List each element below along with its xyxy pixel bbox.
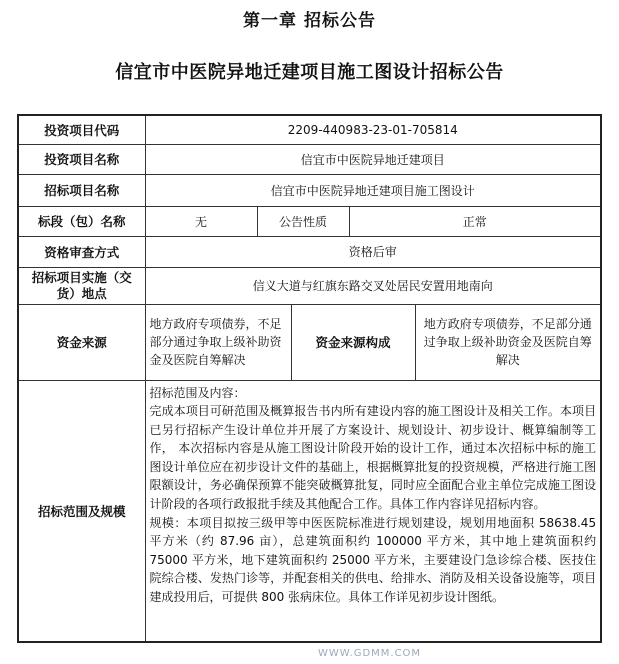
qualification-label: 资格审查方式 bbox=[18, 236, 145, 267]
funding-label: 资金来源 bbox=[18, 304, 145, 380]
project-name-value: 信宜市中医院异地迁建项目 bbox=[145, 144, 601, 174]
chapter-heading: 第一章 招标公告 bbox=[243, 11, 376, 31]
scope-content bbox=[145, 380, 601, 642]
bid-name-label: 招标项目名称 bbox=[18, 174, 145, 206]
table-row bbox=[18, 115, 601, 144]
table-row bbox=[18, 304, 601, 380]
scope-heading: 招标范围及内容： bbox=[149, 385, 246, 400]
table-row bbox=[18, 174, 601, 206]
funding-source-value: 地方政府专项债券，不足部分通过争取上级补助资金及医院自筹解决 bbox=[145, 304, 291, 380]
funding-composition-value: 地方政府专项债券，不足部分通过争取上级补助资金及医院自筹解决 bbox=[415, 304, 601, 380]
table-row bbox=[18, 380, 601, 642]
table-row bbox=[18, 236, 601, 267]
scope-description: 完成本项目可研范围及概算报告书内所有建设内容的施工图设计及相关工作。本项目已另行招标产生设计单位并开展了方案设计、规划设计、初步设计、概算编制等工作， 本次招标内容是从施工图设计阶段开始的设计工作，通过本次招标中标的施工图设计单位应在初步设计文件的基础上，根据概算批复的投资规模，严格进行施工图限额设计，务必确保预算不能突破概算批复，同时应全面配合业主单位完成施工图设计阶段的各项行政报批手续及其他配合工作。具体工作内容详见招标内容。 bbox=[149, 404, 597, 512]
table-row bbox=[18, 267, 601, 304]
bid-info-table bbox=[17, 114, 602, 643]
scope-scale: 规模：本项目拟按三级甲等中医医院标准进行规划建设，规划用地面积 58638.45 平方米（约 87.96 亩），总建筑面积约 100000 平方米，其中地上建筑面积约 75000 平方米，地下建筑面积约 25000 平方米，主要建设门急诊综合楼、医技住院综合楼、发热门诊等，并配套相关的供电、给排水、消防及相关设备设施等，项目建成投用后，可提供 800 张病床位。具体工作详见初步设计图纸。 bbox=[149, 515, 597, 605]
code-value: 2209-440983-23-01-705814 bbox=[145, 115, 601, 144]
section-label: 标段（包）名称 bbox=[18, 206, 145, 236]
location-label: 招标项目实施（交货）地点 bbox=[18, 267, 145, 304]
page-title: 信宜市中医院异地迁建项目施工图设计招标公告 bbox=[115, 62, 504, 83]
scope-label: 招标范围及规模 bbox=[18, 380, 145, 642]
table-row bbox=[18, 206, 601, 236]
qualification-value: 资格后审 bbox=[145, 236, 601, 267]
watermark: WWW.GDMM.COM bbox=[318, 648, 422, 659]
project-name-label: 投资项目名称 bbox=[18, 144, 145, 174]
code-label: 投资项目代码 bbox=[18, 115, 145, 144]
section-value: 无 bbox=[145, 206, 257, 236]
funding-composition-label: 资金来源构成 bbox=[291, 304, 415, 380]
location-value: 信义大道与红旗东路交叉处居民安置用地南向 bbox=[145, 267, 601, 304]
table-row bbox=[18, 144, 601, 174]
notice-type-value: 正常 bbox=[349, 206, 601, 236]
notice-type-label: 公告性质 bbox=[257, 206, 349, 236]
bid-name-value: 信宜市中医院异地迁建项目施工图设计 bbox=[145, 174, 601, 206]
